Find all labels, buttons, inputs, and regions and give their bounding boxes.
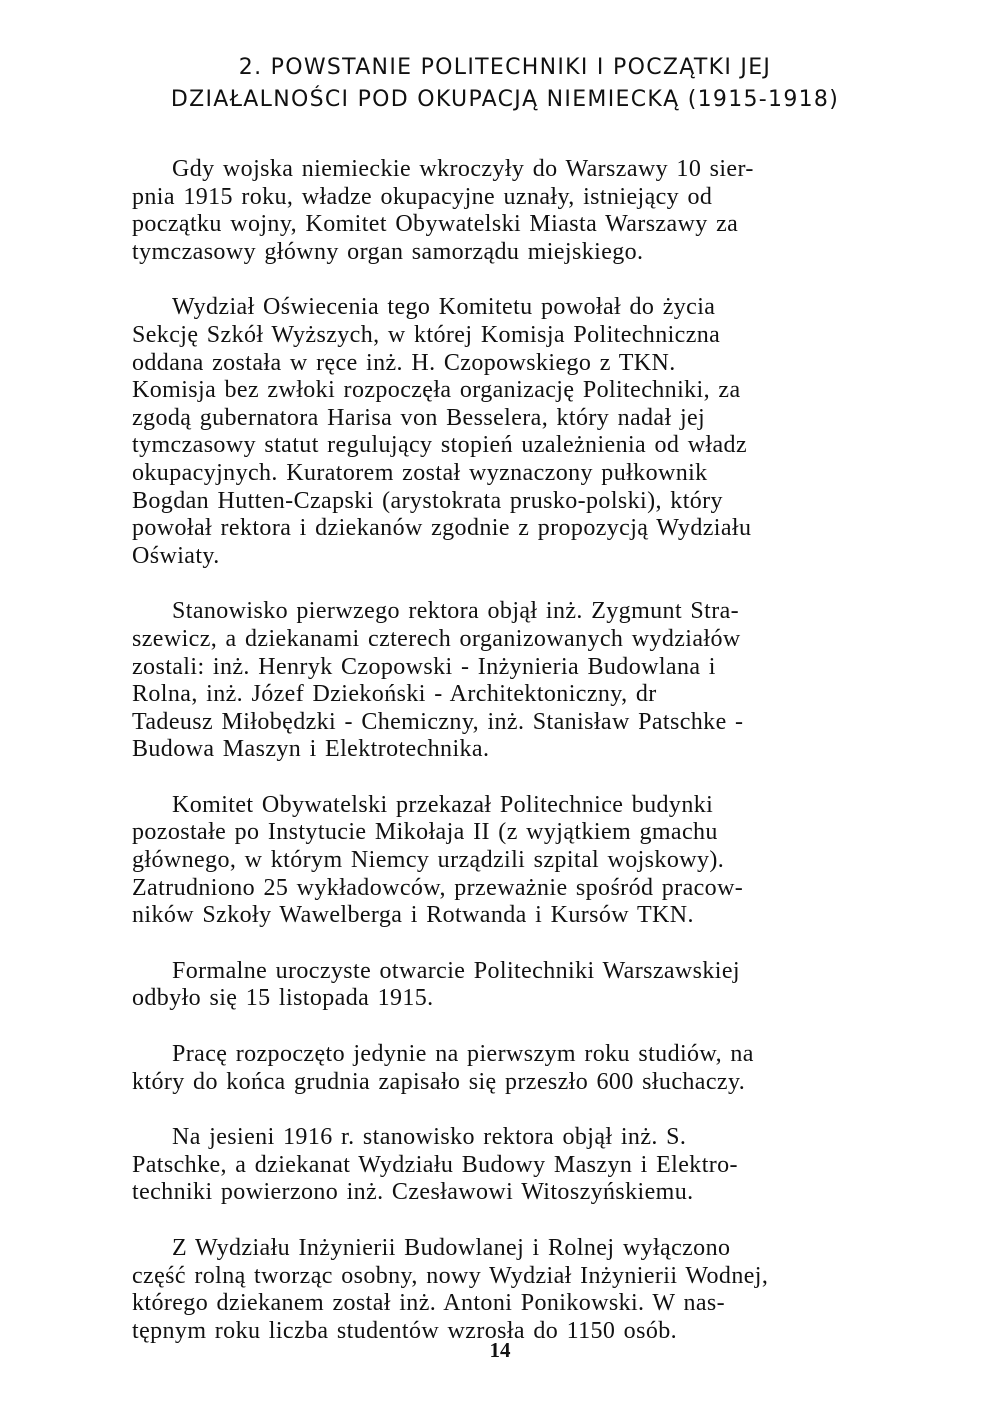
paragraph-6: Pracę rozpoczęto jedynie na pierwszym roku studiów, na który do końca grudnia zapisało się przeszło 600 słuchaczy. bbox=[132, 1041, 754, 1095]
chapter-heading-line-2: DZIAŁALNOŚCI POD OKUPACJĄ NIEMIECKĄ (1915-1918) bbox=[170, 87, 840, 112]
page-number: 14 bbox=[489, 1338, 511, 1362]
paragraph-1: Gdy wojska niemieckie wkroczyły do Warszawy 10 sier- pnia 1915 roku, władze okupacyjne uznały, istniejący od początku wojny, Komitet Obywatelski Miasta Warszawy za tymczasowy główny organ samorządu miejskiego. bbox=[132, 156, 754, 265]
chapter-heading bbox=[130, 52, 880, 116]
paragraph-2: Wydział Oświecenia tego Komitetu powołał do życia Sekcję Szkół Wyższych, w której Komisja Politechniczna oddana została w ręce inż. H. Czopowskiego z TKN. Komisja bez zwłoki rozpoczęła organizację Politechniki, za zgodą gubernatora Harisa von Besselera, który nadał jej tymczasowy statut regulujący stopień uzależnienia od władz okupacyjnych. Kuratorem został wyznaczony pułkownik Bogdan Hutten-Czapski (arystokrata prusko-polski), który powołał rektora i dziekanów zgodnie z propozycją Wydziału Oświaty. bbox=[132, 294, 752, 569]
paragraph-3: Stanowisko pierwzego rektora objął inż. Zygmunt Stra- szewicz, a dziekanami czterech organizowanych wydziałów zostali: inż. Henryk Czopowski - Inżynieria Budowlana i Rolna, inż. Józef Dziekoński - Architektoniczny, dr Tadeusz Miłobędzki - Chemiczny, inż. Stanisław Patschke - Budowa Maszyn i Elektrotechnika. bbox=[132, 598, 744, 763]
paragraph-5: Formalne uroczyste otwarcie Politechniki Warszawskiej odbyło się 15 listopada 1915. bbox=[132, 957, 740, 1012]
paragraph-8: Z Wydziału Inżynierii Budowlanej i Rolnej wyłączono część rolną tworząc osobny, nowy Wydział Inżynierii Wodnej, którego dziekanem został inż. Antoni Ponikowski. W nas- tępnym roku liczba studentów wzrosła do 1150 osób. bbox=[132, 1235, 769, 1344]
chapter-heading-line-1: 2. POWSTANIE POLITECHNIKI I POCZĄTKI JEJ bbox=[238, 55, 772, 80]
body-text bbox=[132, 156, 880, 1373]
paragraph-7: Na jesieni 1916 r. stanowisko rektora objął inż. S. Patschke, a dziekanat Wydziału Budowy Maszyn i Elektro- techniki powierzono inż. Czesławowi Witoszyńskiemu. bbox=[132, 1124, 738, 1206]
paragraph-4: Komitet Obywatelski przekazał Politechnice budynki pozostałe po Instytucie Mikołaja II (z wyjątkiem gmachu głównego, w którym Niemcy urządzili szpital wojskowy). Zatrudniono 25 wykładowców, przeważnie spośród pracow- ników Szkoły Wawelberga i Rotwanda i Kursów TKN. bbox=[132, 791, 744, 929]
